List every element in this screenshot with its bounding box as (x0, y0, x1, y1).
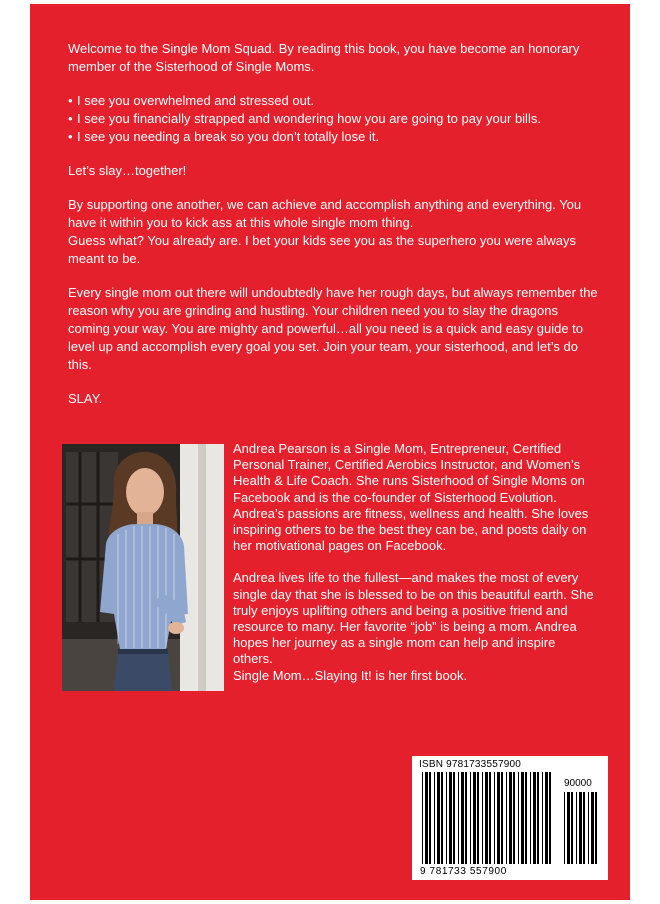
bio-paragraph: Andrea Pearson is a Single Mom, Entrepreneur, Certified Personal Trainer, Certified Aerobics Instructor, and Women’s Health & Life Coach. She runs Sisterhood of Single Moms on Facebook and is the co-founder of Sisterhood Evolution. Andrea’s passions are fitness, wellness and health. She loves inspiring others to be the best they can be, and posts daily on her motivational pages on Facebook. (233, 441, 589, 554)
back-cover (30, 4, 630, 900)
every-mom-paragraph: Every single mom out there will undoubtedly have her rough days, but always remember the reason why you are grinding and hustling. Your children need you to slay the dragons coming your way. You are mighty and powerful…all you need is a quick and easy guide to level up and accomplish every goal you set. Join your team, your sisterhood, and let’s do this. (68, 285, 598, 372)
list-item: • I see you needing a break so you don’t totally lose it. (68, 129, 380, 144)
blurb-text (68, 40, 598, 424)
slay-line: SLAY. (68, 391, 103, 406)
lets-slay-line: Let’s slay…together! (68, 163, 187, 178)
barcode-bars (412, 756, 608, 880)
first-book-line: Single Mom…Slaying It! is her first book. (233, 667, 468, 683)
author-photo (62, 444, 224, 691)
list-item: • I see you financially strapped and wondering how you are going to pay your bills. (68, 111, 541, 126)
bullet-list (68, 92, 598, 146)
isbn-barcode (412, 756, 608, 880)
welcome-paragraph: Welcome to the Single Mom Squad. By reading this book, you have become an honorary member of the Sisterhood of Single Moms. (68, 41, 580, 74)
bullet-icon: • (68, 93, 73, 108)
bullet-icon: • (68, 129, 73, 144)
author-bio (233, 441, 598, 700)
price-code: 90000 (564, 778, 592, 789)
isbn-label: ISBN 9781733557900 (419, 759, 522, 770)
list-item: • I see you overwhelmed and stressed out. (68, 93, 315, 108)
bullet-icon: • (68, 111, 73, 126)
support-paragraph: By supporting one another, we can achieve and accomplish anything and everything. You have it within you to kick ass at this whole single mom thing. Guess what? You already are. I bet your kids see you as the superhero you were always meant to be. (68, 197, 582, 266)
barcode-digits: 9 781733 557900 (420, 866, 507, 877)
bio-paragraph: Andrea lives life to the fullest—and makes the most of every single day that she is blessed to be on this beautiful earth. She truly enjoys uplifting others and being a positive friend and resource to many. Her favorite “job” is being a mom. Andrea hopes her journey as a single mom can help and inspire others. Single Mom…Slaying It! is her first book. (233, 570, 594, 683)
